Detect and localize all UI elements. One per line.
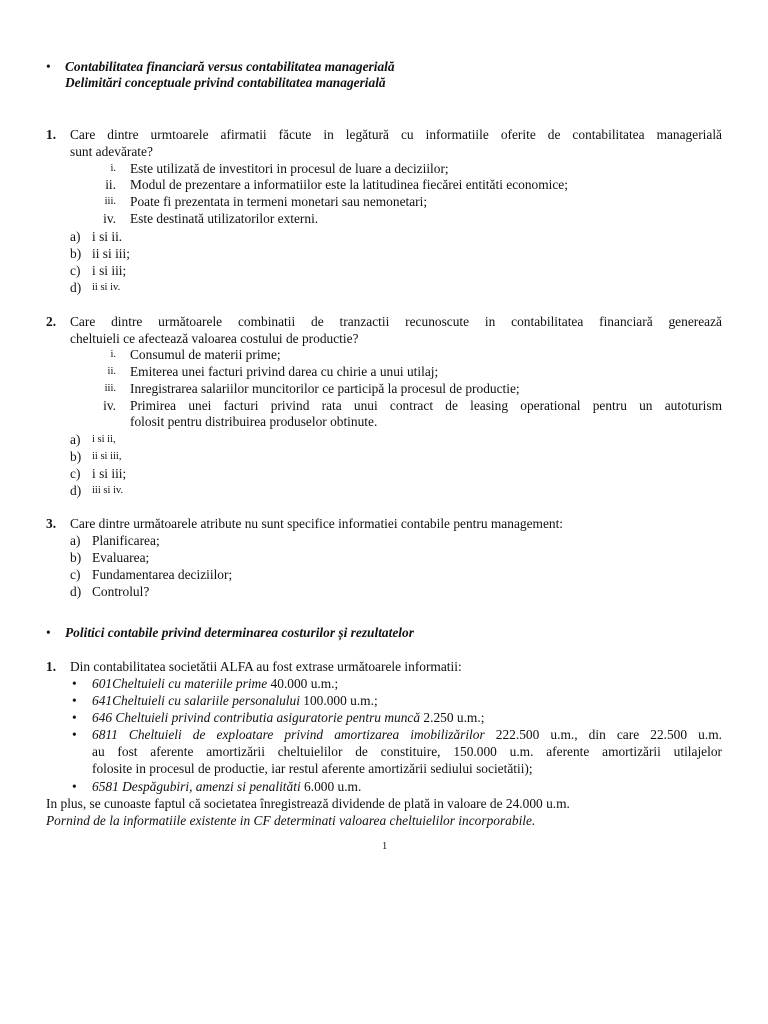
additional-info: In plus, se cunoaste faptul că societatea înregistrează dividende de plată in valoare de 24.000 u.m. [46, 796, 570, 811]
account-name: 6811 Cheltuieli de exploatare privind amortizarea imobilizărilor [92, 727, 485, 742]
option-label: c) [70, 466, 81, 481]
option-text: ii si iv. [92, 282, 121, 293]
option-text: ii si iii; [92, 246, 130, 261]
item-text: Consumul de materii prime; [130, 347, 281, 362]
problem-number: 1. [46, 659, 57, 674]
item-text-cont: folosit pentru distribuirea produselor obtinute. [130, 414, 378, 429]
amount: 40.000 u.m.; [267, 676, 339, 691]
option-text: Controlul? [92, 584, 150, 599]
page-number: 1 [382, 841, 388, 852]
section-bullet: • [46, 625, 51, 640]
bullet: • [72, 676, 77, 691]
account-name: 646 Cheltuieli privind contributia asiguratorie pentru muncă [92, 710, 421, 725]
option-label: b) [70, 246, 82, 261]
option-label: b) [70, 550, 82, 565]
question-number: 2. [46, 314, 57, 329]
option-label: a) [70, 432, 81, 447]
amount: 222.500 u.m., din care 22.500 u.m. [484, 727, 722, 742]
item-text: Este destinată utilizatorilor externi. [130, 211, 319, 226]
account-name: 601Cheltuieli cu materiile prime [92, 676, 268, 691]
option-text: i si ii. [92, 229, 123, 244]
item-text: Inregistrarea salariilor muncitorilor ce participă la procesul de productie; [130, 381, 520, 396]
option-label: c) [70, 263, 81, 278]
question-number: 1. [46, 127, 57, 142]
option-text: ii si iii, [92, 451, 122, 462]
bullet: • [72, 693, 77, 708]
option-text: Evaluarea; [92, 550, 150, 565]
option-label: d) [70, 280, 82, 295]
expense-item-cont: au fost aferente amortizării cheltuielilor de constituire, 150.000 u.m. aferente amortizării utilajelor [92, 744, 722, 759]
item-label: iii. [104, 383, 116, 394]
option-text: Fundamentarea deciziilor; [92, 567, 233, 582]
question-text: Care dintre următoarele atribute nu sunt specifice informatiei contabile pentru management: [70, 516, 564, 531]
item-label: ii. [105, 177, 116, 192]
expense-item [92, 692, 378, 709]
expense-item [92, 778, 361, 795]
option-text: i si iii; [92, 263, 127, 278]
account-name: 641Cheltuieli cu salariile personalului [92, 693, 300, 708]
expense-item [92, 709, 484, 726]
amount: 6.000 u.m. [300, 779, 362, 794]
item-text: Primirea unei facturi privind rata unui contract de leasing operational pentru un autoturism [130, 398, 722, 413]
question-text: Care dintre urmtoarele afirmatii făcute in legătură cu informatiile oferite de contabilitatea managerială [70, 127, 722, 142]
item-text: Emiterea unei facturi privind darea cu chirie a unui utilaj; [130, 364, 439, 379]
option-text: i si iii; [92, 466, 127, 481]
option-label: b) [70, 449, 82, 464]
item-label: iv. [103, 211, 116, 226]
option-label: d) [70, 483, 82, 498]
question-text-cont: cheltuieli ce afectează valoarea costului de productie? [70, 331, 359, 346]
option-label: a) [70, 229, 81, 244]
bullet: • [72, 710, 77, 725]
bullet: • [72, 779, 77, 794]
section-bullet: • [46, 59, 51, 74]
bullet: • [72, 727, 77, 742]
item-label: ii. [107, 366, 116, 377]
option-text: Planificarea; [92, 533, 160, 548]
amount: 2.250 u.m.; [420, 710, 485, 725]
task-text: Pornind de la informatiile existente in CF determinati valoarea cheltuielilor incorporabile. [46, 813, 536, 828]
question-number: 3. [46, 516, 57, 531]
item-label: iii. [104, 196, 116, 207]
option-label: c) [70, 567, 81, 582]
account-name: 6581 Despăgubiri, amenzi si penalităti [92, 779, 301, 794]
item-text: Modul de prezentare a informatiilor este la latitudinea fiecărei entităti economice; [130, 177, 568, 192]
option-label: d) [70, 584, 82, 599]
section-title: Politici contabile privind determinarea costurilor și rezultatelor [65, 625, 414, 640]
expense-item [92, 726, 722, 743]
item-label: i. [110, 349, 116, 360]
question-text: Care dintre următoarele combinatii de tranzactii recunoscute in contabilitatea financiară generează [70, 314, 722, 329]
expense-item-cont: folosite in procesul de productie, iar restul aferente amortizării sediului societătii); [92, 761, 533, 776]
option-text: i si ii, [92, 434, 116, 445]
section-title-line2: Delimitări conceptuale privind contabilitatea managerială [65, 75, 386, 90]
item-label: i. [110, 163, 116, 174]
item-text: Este utilizată de investitori in procesul de luare a deciziilor; [130, 161, 449, 176]
question-text-cont: sunt adevărate? [70, 144, 153, 159]
amount: 100.000 u.m.; [299, 693, 378, 708]
item-text: Poate fi prezentata in termeni monetari sau nemonetari; [130, 194, 428, 209]
item-label: iv. [103, 398, 116, 413]
option-label: a) [70, 533, 81, 548]
section-title-line1: Contabilitatea financiară versus contabilitatea managerială [65, 59, 395, 74]
option-text: iii si iv. [92, 485, 124, 496]
expense-item [92, 675, 338, 692]
problem-text: Din contabilitatea societătii ALFA au fost extrase următoarele informatii: [70, 659, 462, 674]
